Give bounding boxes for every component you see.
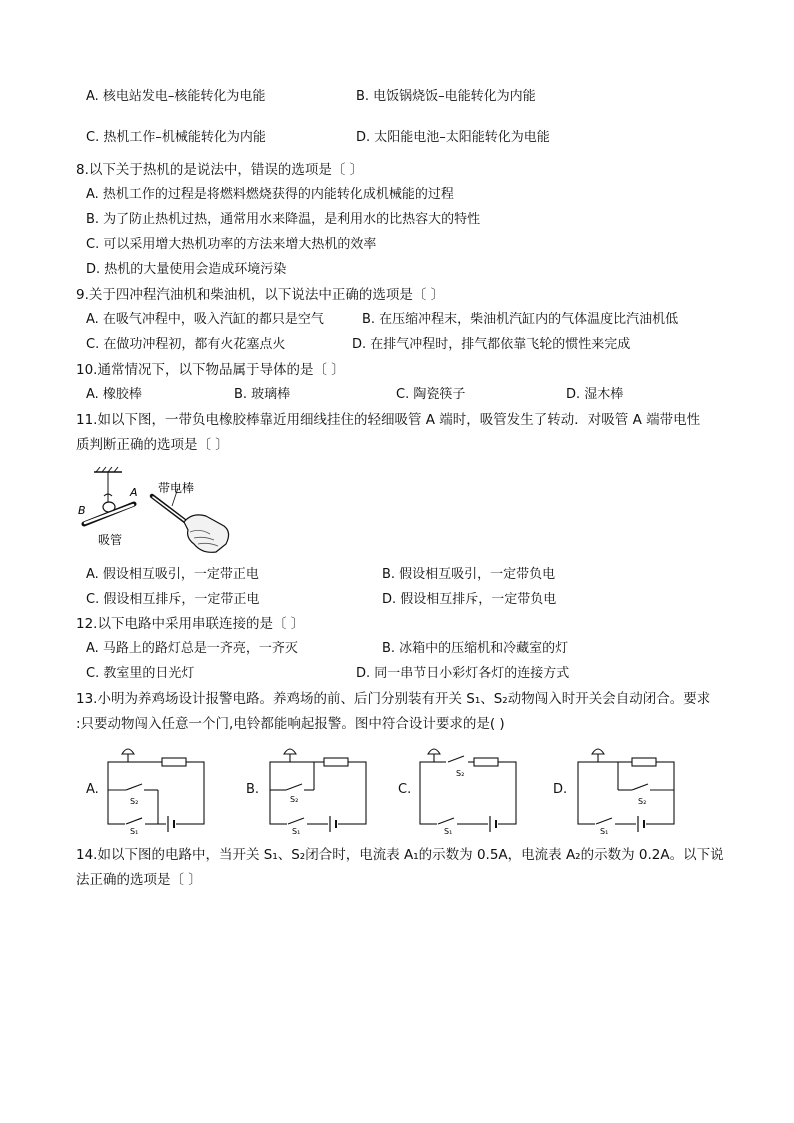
resistor bbox=[324, 758, 348, 766]
q13-stem-line2: :只要动物闯入任意一个门,电铃都能响起报警。图中符合设计要求的是( ) bbox=[76, 716, 505, 732]
end-b-label: B bbox=[78, 504, 86, 517]
hand-drawing bbox=[184, 515, 229, 552]
q7-option-c: C. 热机工作–机械能转化为内能 bbox=[86, 130, 266, 145]
q11-option-b: B. 假设相互吸引，一定带负电 bbox=[382, 567, 556, 582]
q10-option-b: B. 玻璃棒 bbox=[234, 387, 291, 402]
q12-option-b: B. 冰箱中的压缩机和冷藏室的灯 bbox=[382, 641, 569, 656]
circuit-b-diagram bbox=[262, 742, 374, 834]
q13-stem-line1: 13.小明为养鸡场设计报警电路。养鸡场的前、后门分别装有开关 S₁、S₂动物闯入时开关会自动闭合。要求 bbox=[76, 691, 711, 707]
resistor bbox=[474, 758, 498, 766]
q8-stem: 8.以下关于热机的是说法中，错误的选项是〔 〕 bbox=[76, 162, 364, 178]
q9-option-a: A. 在吸气冲程中，吸入汽缸的都只是空气 bbox=[86, 312, 324, 327]
switch-s2-label: S₂ bbox=[456, 769, 465, 778]
q11-stem-line1: 11.如以下图，一带负电橡胶棒靠近用细线挂住的轻细吸管 A 端时，吸管发生了转动．对吸管 A 端带电性 bbox=[76, 412, 701, 428]
circuit-d-label: D. bbox=[553, 782, 568, 797]
q7-option-a: A. 核电站发电–核能转化为电能 bbox=[86, 89, 266, 104]
q11-option-c: C. 假设相互排斥，一定带正电 bbox=[86, 592, 260, 607]
q14-stem-line2: 法正确的选项是〔 〕 bbox=[76, 872, 202, 888]
circuit-a-diagram bbox=[100, 742, 212, 834]
q11-stem-line2: 质判断正确的选项是〔 〕 bbox=[76, 437, 229, 453]
resistor bbox=[162, 758, 186, 766]
q8-option-c: C. 可以采用增大热机功率的方法来增大热机的效率 bbox=[86, 237, 377, 252]
switch-s2-label: S₂ bbox=[638, 797, 647, 806]
bell-icon bbox=[284, 749, 296, 754]
q12-option-a: A. 马路上的路灯总是一齐亮，一齐灭 bbox=[86, 641, 298, 656]
switch-s2-label: S₂ bbox=[130, 797, 139, 806]
q12-stem: 12.以下电路中采用串联连接的是〔 〕 bbox=[76, 616, 305, 632]
rod-label: 带电棒 bbox=[158, 481, 195, 495]
bell-icon bbox=[592, 749, 604, 754]
switch-s1-label: S₁ bbox=[292, 827, 301, 834]
switch-s2-label: S₂ bbox=[290, 795, 299, 804]
straw-label: 吸管 bbox=[98, 533, 123, 547]
q11-option-a: A. 假设相互吸引，一定带正电 bbox=[86, 567, 259, 582]
bell-icon bbox=[122, 749, 134, 754]
q9-option-b: B. 在压缩冲程末，柴油机汽缸内的气体温度比汽油机低 bbox=[362, 312, 679, 327]
q8-option-a: A. 热机工作的过程是将燃料燃烧获得的内能转化成机械能的过程 bbox=[86, 187, 454, 202]
switch-s1-label: S₁ bbox=[444, 827, 453, 834]
q10-option-c: C. 陶瓷筷子 bbox=[396, 387, 466, 402]
circuit-c-label: C. bbox=[398, 782, 412, 797]
straw-and-rod-figure bbox=[76, 466, 236, 556]
q10-option-d: D. 湿木棒 bbox=[566, 387, 624, 402]
bell-icon bbox=[428, 749, 440, 754]
q7-option-b: B. 电饭锅烧饭–电能转化为内能 bbox=[356, 89, 536, 104]
circuit-a-label: A. bbox=[86, 782, 99, 797]
q9-stem: 9.关于四冲程汽油机和柴油机，以下说法中正确的选项是〔 〕 bbox=[76, 287, 445, 303]
q8-option-b: B. 为了防止热机过热，通常用水来降温，是利用水的比热容大的特性 bbox=[86, 212, 481, 227]
circuit-d-diagram bbox=[570, 742, 682, 834]
q14-stem-line1: 14.如以下图的电路中，当开关 S₁、S₂闭合时，电流表 A₁的示数为 0.5A，电流表 A₂的示数为 0.2A。以下说 bbox=[76, 847, 724, 863]
q10-stem: 10.通常情况下，以下物品属于导体的是〔 〕 bbox=[76, 362, 345, 378]
switch-s1-label: S₁ bbox=[130, 827, 139, 834]
q9-option-c: C. 在做功冲程初，都有火花塞点火 bbox=[86, 337, 286, 352]
circuit-b-label: B. bbox=[246, 782, 260, 797]
q12-option-d: D. 同一串节日小彩灯各灯的连接方式 bbox=[356, 666, 570, 681]
q11-option-d: D. 假设相互排斥，一定带负电 bbox=[382, 592, 557, 607]
q9-option-d: D. 在排气冲程时，排气都依靠飞轮的惯性来完成 bbox=[352, 337, 631, 352]
resistor bbox=[632, 758, 656, 766]
q12-option-c: C. 教室里的日光灯 bbox=[86, 666, 195, 681]
switch-s1-label: S₁ bbox=[600, 827, 609, 834]
circuit-c-diagram bbox=[412, 742, 524, 834]
q8-option-d: D. 热机的大量使用会造成环境污染 bbox=[86, 262, 287, 277]
end-a-label: A bbox=[130, 486, 138, 499]
q10-option-a: A. 橡胶棒 bbox=[86, 387, 142, 402]
q7-option-d: D. 太阳能电池–太阳能转化为电能 bbox=[356, 130, 550, 145]
